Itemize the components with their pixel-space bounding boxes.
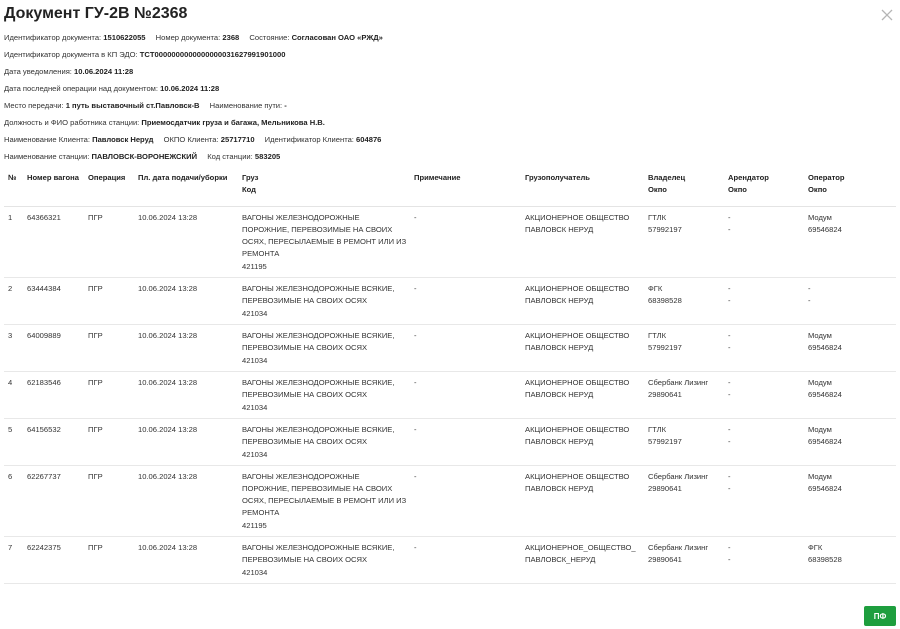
owner-okpo: 57992197 <box>648 343 682 352</box>
owner-name: Сбербанк Лизинг <box>648 378 709 387</box>
tenant-okpo: - <box>728 343 731 352</box>
cargo-name: ВАГОНЫ ЖЕЛЕЗНОДОРОЖНЫЕ ВСЯКИЕ, ПЕРЕВОЗИМЫЕ НА СВОИХ ОСЯХ <box>242 378 395 399</box>
operator-name: Модум <box>808 472 832 481</box>
cell-consignee: АКЦИОНЕРНОЕ_ОБЩЕСТВО_ ПАВЛОВСК_НЕРУД <box>521 537 644 584</box>
cell-date: 10.06.2024 13:28 <box>134 207 238 278</box>
operator-okpo: - <box>808 296 811 305</box>
owner-okpo: 68398528 <box>648 296 682 305</box>
cell-date: 10.06.2024 13:28 <box>134 537 238 584</box>
owner-okpo: 29890641 <box>648 484 682 493</box>
info-line-last-op <box>4 80 890 97</box>
col-owner <box>644 170 724 207</box>
worker-label: Должность и ФИО работника станции: <box>4 118 140 127</box>
cell-cargo <box>238 466 410 537</box>
cell-operation: ПГР <box>84 325 134 372</box>
cell-num: 7 <box>4 537 23 584</box>
cargo-code: 421034 <box>242 356 268 365</box>
cell-operator <box>804 466 896 537</box>
cell-operator <box>804 325 896 372</box>
kp-edo-value: TCT0000000000000000031627991901000 <box>139 50 286 59</box>
cell-num: 4 <box>4 372 23 419</box>
pf-button[interactable]: ПФ <box>864 606 896 626</box>
col-tenant-okpo-label: Окпо <box>728 185 747 194</box>
operator-name: Модум <box>808 425 832 434</box>
cargo-name: ВАГОНЫ ЖЕЛЕЗНОДОРОЖНЫЕ ВСЯКИЕ, ПЕРЕВОЗИМЫЕ НА СВОИХ ОСЯХ <box>242 543 395 564</box>
cell-tenant <box>724 537 804 584</box>
info-line-ids <box>4 29 890 46</box>
track-value: - <box>284 101 287 110</box>
operator-okpo: 68398528 <box>808 555 842 564</box>
cell-wagon: 62183546 <box>23 372 84 419</box>
cell-note: - <box>410 537 521 584</box>
client-label: Наименование Клиента: <box>4 135 90 144</box>
cell-wagon: 63444384 <box>23 278 84 325</box>
col-operator-okpo-label: Окпо <box>808 185 827 194</box>
owner-okpo: 57992197 <box>648 437 682 446</box>
cell-consignee: АКЦИОНЕРНОЕ ОБЩЕСТВО ПАВЛОВСК НЕРУД <box>521 278 644 325</box>
cell-date: 10.06.2024 13:28 <box>134 466 238 537</box>
table-row <box>4 278 896 325</box>
owner-name: Сбербанк Лизинг <box>648 543 709 552</box>
cell-tenant <box>724 419 804 466</box>
col-cargo <box>238 170 410 207</box>
cell-operation: ПГР <box>84 278 134 325</box>
station-label: Наименование станции: <box>4 152 90 161</box>
info-line-station <box>4 148 890 165</box>
station-code-label: Код станции: <box>207 152 253 161</box>
operator-name: Модум <box>808 213 832 222</box>
doc-id-label: Идентификатор документа: <box>4 33 102 42</box>
cell-operator <box>804 207 896 278</box>
col-consignee: Грузополучатель <box>521 170 644 207</box>
notice-date-label: Дата уведомления: <box>4 67 72 76</box>
cell-tenant <box>724 207 804 278</box>
cell-tenant <box>724 372 804 419</box>
cell-wagon: 62267737 <box>23 466 84 537</box>
col-tenant-label: Арендатор <box>728 173 769 182</box>
cell-cargo <box>238 419 410 466</box>
info-line-kp-edo <box>4 46 890 63</box>
owner-name: ГТЛК <box>648 425 666 434</box>
client-value: Павловск Неруд <box>92 135 154 144</box>
okpo-label: ОКПО Клиента: <box>163 135 219 144</box>
cell-owner <box>644 278 724 325</box>
owner-okpo: 29890641 <box>648 390 682 399</box>
cell-owner <box>644 325 724 372</box>
col-operation: Операция <box>84 170 134 207</box>
cell-note: - <box>410 372 521 419</box>
wagons-table <box>4 170 896 584</box>
operator-okpo: 69546824 <box>808 484 842 493</box>
cell-wagon: 64366321 <box>23 207 84 278</box>
col-num: № <box>4 170 23 207</box>
okpo-value: 25717710 <box>220 135 255 144</box>
col-owner-okpo-label: Окпо <box>648 185 667 194</box>
close-icon[interactable] <box>880 8 894 22</box>
cargo-name: ВАГОНЫ ЖЕЛЕЗНОДОРОЖНЫЕ ПОРОЖНИЕ, ПЕРЕВОЗИМЫЕ НА СВОИХ ОСЯХ, ПЕРЕСЫЛАЕМЫЕ В РЕМОНТ ИЛИ ИЗ РЕМОНТА <box>242 472 407 517</box>
operator-okpo: 69546824 <box>808 343 842 352</box>
col-tenant <box>724 170 804 207</box>
cell-tenant <box>724 325 804 372</box>
tenant-name: - <box>728 543 731 552</box>
tenant-okpo: - <box>728 484 731 493</box>
col-operator <box>804 170 896 207</box>
place-value: 1 путь выставочный ст.Павловск-В <box>65 101 200 110</box>
cell-tenant <box>724 466 804 537</box>
operator-okpo: 69546824 <box>808 437 842 446</box>
tenant-name: - <box>728 425 731 434</box>
cell-num: 6 <box>4 466 23 537</box>
cargo-code: 421195 <box>242 521 267 530</box>
state-value: Согласован ОАО «РЖД» <box>291 33 383 42</box>
cell-cargo <box>238 537 410 584</box>
cargo-name: ВАГОНЫ ЖЕЛЕЗНОДОРОЖНЫЕ ВСЯКИЕ, ПЕРЕВОЗИМЫЕ НА СВОИХ ОСЯХ <box>242 331 395 352</box>
cell-operation: ПГР <box>84 537 134 584</box>
cell-consignee: АКЦИОНЕРНОЕ ОБЩЕСТВО ПАВЛОВСК НЕРУД <box>521 372 644 419</box>
cell-operator <box>804 372 896 419</box>
cell-cargo <box>238 207 410 278</box>
cell-operation: ПГР <box>84 419 134 466</box>
col-note: Примечание <box>410 170 521 207</box>
tenant-okpo: - <box>728 555 731 564</box>
col-date: Пл. дата подачи/уборки <box>134 170 238 207</box>
cell-note: - <box>410 325 521 372</box>
owner-name: ГТЛК <box>648 331 666 340</box>
cell-cargo <box>238 325 410 372</box>
operator-okpo: 69546824 <box>808 390 842 399</box>
cargo-name: ВАГОНЫ ЖЕЛЕЗНОДОРОЖНЫЕ ВСЯКИЕ, ПЕРЕВОЗИМЫЕ НА СВОИХ ОСЯХ <box>242 425 395 446</box>
cell-wagon: 62242375 <box>23 537 84 584</box>
col-cargo-code-label: Код <box>242 185 256 194</box>
info-line-worker <box>4 114 890 131</box>
cell-note: - <box>410 278 521 325</box>
cell-consignee: АКЦИОНЕРНОЕ ОБЩЕСТВО ПАВЛОВСК НЕРУД <box>521 207 644 278</box>
cell-wagon: 64156532 <box>23 419 84 466</box>
cell-consignee: АКЦИОНЕРНОЕ ОБЩЕСТВО ПАВЛОВСК НЕРУД <box>521 419 644 466</box>
cargo-code: 421034 <box>242 403 268 412</box>
tenant-okpo: - <box>728 437 731 446</box>
doc-id-value: 1510622055 <box>103 33 146 42</box>
tenant-name: - <box>728 331 731 340</box>
track-label: Наименование пути: <box>209 101 283 110</box>
cell-wagon: 64009889 <box>23 325 84 372</box>
table-header-row <box>4 170 896 207</box>
tenant-name: - <box>728 378 731 387</box>
cell-operator <box>804 278 896 325</box>
state-label: Состояние: <box>249 33 290 42</box>
cell-note: - <box>410 207 521 278</box>
table-row <box>4 419 896 466</box>
table-row <box>4 325 896 372</box>
tenant-okpo: - <box>728 390 731 399</box>
page-title: Документ ГУ-2В №2368 <box>4 5 188 22</box>
cell-owner <box>644 419 724 466</box>
doc-number-label: Номер документа: <box>155 33 221 42</box>
cargo-code: 421034 <box>242 309 268 318</box>
tenant-okpo: - <box>728 225 731 234</box>
owner-okpo: 57992197 <box>648 225 682 234</box>
place-label: Место передачи: <box>4 101 64 110</box>
cargo-name: ВАГОНЫ ЖЕЛЕЗНОДОРОЖНЫЕ ПОРОЖНИЕ, ПЕРЕВОЗИМЫЕ НА СВОИХ ОСЯХ, ПЕРЕСЫЛАЕМЫЕ В РЕМОНТ ИЛИ ИЗ РЕМОНТА <box>242 213 407 258</box>
doc-number-value: 2368 <box>222 33 240 42</box>
tenant-name: - <box>728 284 731 293</box>
notice-date-value: 10.06.2024 11:28 <box>74 67 134 76</box>
cell-num: 3 <box>4 325 23 372</box>
cell-consignee: АКЦИОНЕРНОЕ ОБЩЕСТВО ПАВЛОВСК НЕРУД <box>521 466 644 537</box>
cell-note: - <box>410 466 521 537</box>
cell-operator <box>804 419 896 466</box>
cell-date: 10.06.2024 13:28 <box>134 278 238 325</box>
cell-date: 10.06.2024 13:28 <box>134 372 238 419</box>
tenant-okpo: - <box>728 296 731 305</box>
cell-owner <box>644 372 724 419</box>
cell-owner <box>644 207 724 278</box>
col-owner-label: Владелец <box>648 173 686 182</box>
owner-name: ФГК <box>648 284 663 293</box>
owner-okpo: 29890641 <box>648 555 682 564</box>
cell-num: 1 <box>4 207 23 278</box>
operator-okpo: 69546824 <box>808 225 842 234</box>
cell-tenant <box>724 278 804 325</box>
table-row <box>4 537 896 584</box>
cell-note: - <box>410 419 521 466</box>
operator-name: Модум <box>808 331 832 340</box>
cell-date: 10.06.2024 13:28 <box>134 419 238 466</box>
owner-name: ГТЛК <box>648 213 666 222</box>
kp-edo-label: Идентификатор документа в КП ЭДО: <box>4 50 138 59</box>
table-row <box>4 372 896 419</box>
tenant-name: - <box>728 472 731 481</box>
owner-name: Сбербанк Лизинг <box>648 472 709 481</box>
worker-value: Приемосдатчик груза и багажа, Мельникова Н.В. <box>141 118 325 127</box>
cell-operation: ПГР <box>84 372 134 419</box>
cell-owner <box>644 466 724 537</box>
info-line-client <box>4 131 890 148</box>
cell-date: 10.06.2024 13:28 <box>134 325 238 372</box>
cell-operation: ПГР <box>84 466 134 537</box>
table-row <box>4 207 896 278</box>
station-code-value: 583205 <box>254 152 281 161</box>
col-cargo-label: Груз <box>242 173 259 182</box>
last-op-value: 10.06.2024 11:28 <box>160 84 220 93</box>
tenant-name: - <box>728 213 731 222</box>
cargo-code: 421034 <box>242 450 268 459</box>
close-icon-glyph <box>880 8 894 22</box>
cell-num: 5 <box>4 419 23 466</box>
cell-cargo <box>238 372 410 419</box>
info-line-notice-date <box>4 63 890 80</box>
cargo-code: 421195 <box>242 262 267 271</box>
cell-operator <box>804 537 896 584</box>
operator-name: Модум <box>808 378 832 387</box>
cell-owner <box>644 537 724 584</box>
client-id-label: Идентификатор Клиента: <box>264 135 354 144</box>
info-line-place <box>4 97 890 114</box>
cell-num: 2 <box>4 278 23 325</box>
document-info <box>4 29 890 165</box>
cell-cargo <box>238 278 410 325</box>
cell-operation: ПГР <box>84 207 134 278</box>
col-operator-label: Оператор <box>808 173 845 182</box>
client-id-value: 604876 <box>356 135 382 144</box>
last-op-label: Дата последней операции над документом: <box>4 84 159 93</box>
station-value: ПАВЛОВСК-ВОРОНЕЖСКИЙ <box>91 152 198 161</box>
col-wagon: Номер вагона <box>23 170 84 207</box>
cargo-code: 421034 <box>242 568 268 577</box>
cell-consignee: АКЦИОНЕРНОЕ ОБЩЕСТВО ПАВЛОВСК НЕРУД <box>521 325 644 372</box>
table-row <box>4 466 896 537</box>
cargo-name: ВАГОНЫ ЖЕЛЕЗНОДОРОЖНЫЕ ВСЯКИЕ, ПЕРЕВОЗИМЫЕ НА СВОИХ ОСЯХ <box>242 284 395 305</box>
operator-name: - <box>808 284 811 293</box>
operator-name: ФГК <box>808 543 823 552</box>
